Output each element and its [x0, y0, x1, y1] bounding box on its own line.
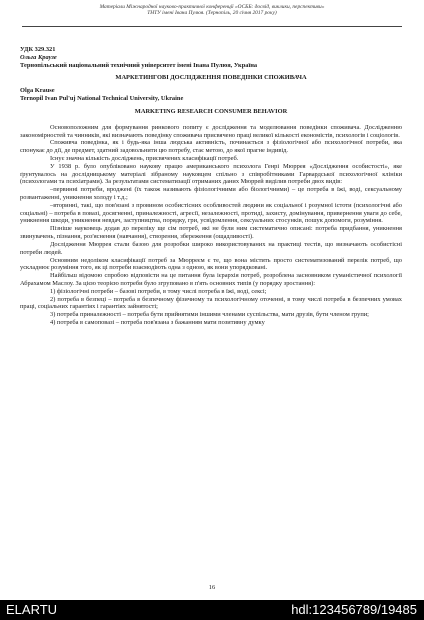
author-en: Olga Krause	[20, 87, 55, 95]
list-item: 4) потреба в самоповазі – потреба пов'язана з бажанням мати позитивну думку	[50, 319, 265, 326]
paragraph: –первинні потреби, вроджені (їх також називають фізіологічними або біологічними) – це потреба в їжі, воді, сексуальному розвантаженні, уникнення холоду і т.д.;	[20, 186, 402, 201]
header-line-2: ТНТУ імені Івана Пулюя. (Тернопіль, 20 січня 2017 року)	[147, 10, 277, 17]
affiliation-en: Ternopil Ivan Pul'uj National Technical University, Ukraine	[20, 95, 184, 103]
paragraph: Основним недоліком класифікації потреб за Мюрреєм є те, що вона містить просто систематизований перелік потреб, що ускладнює розуміння того, як ці потреби взаємодіють одна з одною, як вони упорядковані.	[20, 256, 402, 272]
paragraph: Найбільш відомою спробою відповісти на це питання була ієрархія потреб, розроблена засновником гуманістичної психології Абрахамом Маслоу. За цією теорією потреби було згруповано в п'ять основних типів (у порядку зростання):	[20, 272, 402, 287]
handle-identifier: hdl:123456789/19485	[291, 602, 417, 617]
paragraph: Дослідження Мюррея стали базою для розробки широко використовуваних на практиці тестів, що визначають особистісні потреби людей.	[20, 240, 402, 256]
paragraph: Споживча поведінка, як і будь-яка інша людська активність, починається з фізіологічної або психологічної потреби, яка спонукає до дії, де предмет, здатний задовольнити цю потребу, стає метою, до якої прагне індивід.	[20, 139, 402, 155]
list-item: 2) потреба в безпеці – потреба в безпечному фізичному та психологічному оточенні, в тому числі потреба в безпечних умовах праці, соціальних гарантіях і гарантіях зайнятості;	[20, 295, 402, 311]
paragraph: –вторинні, такі, що пов'язані з провином особистісних особливостей людини як соціальної і розумної істоти (психологічні або соціальні) – потреба в повазі, досягненні, приналежності, агресії, незалежності, протиді, захисту, домінування, привернення уваги до себе, уникнення шкоди, уникнення невдач, заступництва, порядку, гри, усвідомлення, сексуальних стосунків, пошук допомоги, розуміння.	[20, 201, 402, 225]
affiliation-ua: Тернопільський національний технічний університет імені Івана Пулюя, Україна	[20, 61, 258, 69]
author-ua: Ольга Краузе	[20, 53, 57, 61]
list-item: 1) фізіологічні потреби – базові потреби, в тому числі потреба в їжі, воді, сексі;	[50, 287, 267, 295]
title-ua: МАРКЕТИНГОВІ ДОСЛІДЖЕННЯ ПОВЕДІНКИ СПОЖИВАЧА	[115, 74, 307, 82]
header-line-1: Матеріали Міжнародної науково-практичної конференції «ОСББ: досвід, виклики, перспективи»	[99, 4, 325, 10]
udc-code: УДК 329.321	[20, 46, 56, 53]
conference-header	[50, 4, 374, 17]
list-item: 3) потреба приналежності – потреба бути прийнятими іншими членами суспільства, мати друзів, бути членом групи;	[50, 311, 369, 319]
paragraph: Основоположним для формування ринкового попиту є дослідження та моделювання поведінки споживача. Дослідженню закономірностей та чинників, які визначають поведінку споживача присвячено праці великої кількості економістів, психологів і соціологів.	[20, 123, 402, 139]
header-rule	[22, 26, 402, 27]
viewer-footer-bar	[0, 600, 424, 620]
title-en: MARKETING RESEARCH CONSUMER BEHAVIOR	[134, 107, 288, 115]
repository-label: ELARTU	[6, 602, 58, 617]
article-body	[20, 46, 402, 327]
paragraph: Пізніше науковець додав до переліку ще сім потреб, які не були ним систематично описані: потреба придбання, уникнення звинувачень, пізнання, роз'яснення (навчання), створення, збереження (ощадливості).	[20, 225, 402, 241]
paragraph: У 1938 р. було опубліковано наукову працю американського психолога Генрі Мюррея «Дослідження особистості», яке ґрунтувалось на дослідницькому матеріалі зібраному науковцем спільно з співробітниками Гарвардської психологічної клініки (психологами та психіатрами). За результатами систематизації отриманих даних Мюррей виділив потреби двох видів:	[20, 162, 402, 186]
paragraph: Існує значна кількість досліджень, присвячених класифікації потреб.	[50, 154, 239, 162]
page-number: 16	[208, 584, 216, 591]
